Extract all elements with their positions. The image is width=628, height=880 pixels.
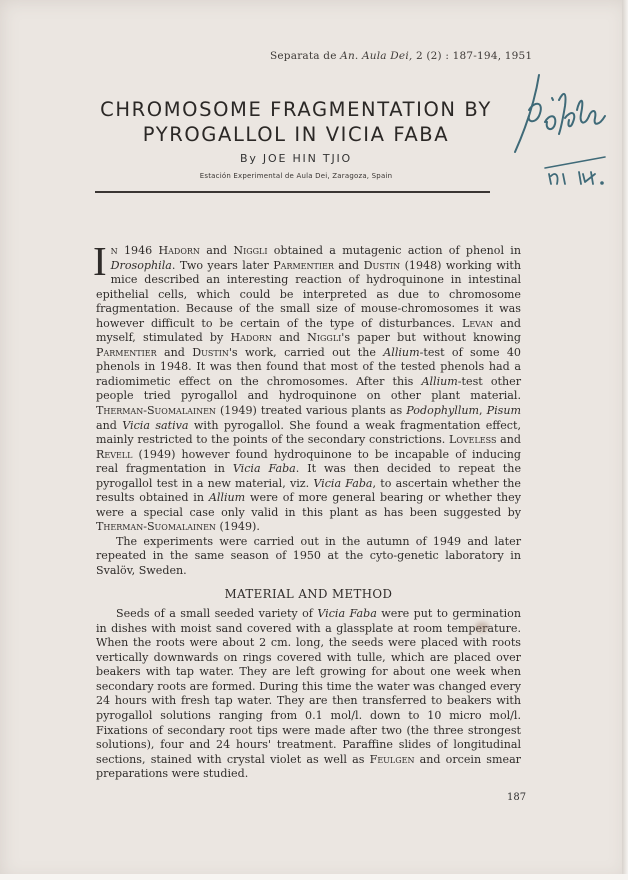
separata-prefix: Separata de (270, 50, 341, 62)
paper-stain (475, 622, 489, 632)
text-run: and (496, 433, 521, 447)
journal-name: An. Aula Dei, (340, 50, 413, 62)
italic-term: Drosophila (110, 258, 172, 272)
author-name-smallcaps: Parmentier (273, 258, 334, 272)
text-run: and (96, 418, 123, 432)
author-name-smallcaps: Therman-Suomalainen (96, 404, 216, 418)
title-line-2: PYROGALLOL IN VICIA FABA (142, 123, 450, 146)
paragraph-experiments (96, 535, 521, 579)
text-run: . Two years later (171, 258, 274, 272)
text-run: (1948) working with mice described an interesting reaction of hydroquinone in intestinal epithelial cells, which could be interpreted as due to chromosome fragmentation. Because of the small size of mouse-chromosomes it was however difficult to be certain of the type of disturbances. (96, 258, 521, 330)
paragraph-introduction (93, 238, 522, 535)
text-run: The experiments were carried out in the autumn of 1949 and later repeated in the same season of 1950 at the cyto-genetic laboratory in Svalöv, Sweden. (96, 534, 521, 578)
author-name-smallcaps: Dustin (363, 258, 401, 272)
text-run: and (333, 258, 364, 272)
author-name-smallcaps: Loveless (449, 433, 497, 447)
page-edge-bottom (0, 874, 628, 880)
text-run: -test of some 40 phenols in 1948. It was then found that most of the tested phenols had a radiomimetic effect on the chromosomes. After this (96, 345, 521, 388)
italic-term: Vicia Faba (313, 476, 373, 490)
text-run: and (199, 244, 234, 257)
italic-term: Vicia Faba (317, 607, 377, 621)
text-run: were of more general bearing or whether they were a special case only valid in this plant as has been suggested by (96, 491, 522, 519)
drop-cap: I (93, 238, 107, 284)
text-run: with pyrogallol. She found a weak fragmentation effect, mainly restricted to the points of the secondary constrictions. (96, 418, 521, 447)
text-run: and (156, 345, 193, 359)
text-run: (1949). (215, 520, 260, 534)
title-rule-divider (95, 191, 490, 193)
author-name-smallcaps: Feulgen (369, 752, 415, 766)
page-edge-shadow (622, 0, 628, 880)
author-name-smallcaps: Dustin (192, 345, 229, 359)
author-name-smallcaps: Niggli (233, 244, 268, 257)
author-name-smallcaps: Niggli (307, 331, 342, 345)
italic-term: Allium (208, 491, 246, 505)
author-byline: By JOE HIN TJIO (239, 152, 352, 165)
handwritten-signature (505, 70, 615, 185)
italic-term: Vicia sativa (122, 418, 189, 432)
text-run: (1949) treated various plants as (215, 404, 407, 418)
text-run: . It was then decided to repeat the pyrogallol test in a new material, viz. (96, 462, 522, 490)
text-run: 's work, carried out the (228, 345, 384, 359)
author-name-smallcaps: Revell (96, 447, 133, 461)
author-name-smallcaps: Hadorn (230, 331, 272, 345)
text-run: 's paper but without knowing (341, 331, 521, 345)
text-run: (1949) however found hydroquinone to be incapable of inducing real fragmentation in (96, 447, 521, 476)
author-name-smallcaps: n (110, 244, 118, 257)
italic-term: Vicia Faba (232, 462, 296, 476)
text-run: were put to germination in dishes with moist sand covered with a glassplate at room temperature. When the roots were about 2 cm. long, the seeds were placed with roots vertically downwards on rings covered with tulle, which are placed over beakers with tap water. They are left growing for about one week when secondary roots are formed. During this time the water was changed every 24 hours with fresh tap water. They are then transferred to beakers with pyrogallol solutions ranging from 0.1 mol/l. down to 10 micro mol/l. Fixations of secondary root tips were made after two (the three strongest solutions), four and 24 hours' treatment. Paraffine slides of longitudinal sections, stained with crystal violet as well as (96, 607, 521, 766)
text-run: and myself, stimulated by (96, 316, 521, 345)
title-line-1: CHROMOSOME FRAGMENTATION BY (100, 98, 492, 121)
paragraph-material-method (96, 607, 521, 782)
text-run: 1946 (117, 244, 159, 257)
text-run: -test other people tried pyrogallol and hydroquinone on other plant material. (96, 374, 521, 403)
text-run: and orcein smear preparations were studied. (96, 752, 521, 781)
page-number: 187 (507, 792, 527, 803)
italic-term: Allium (421, 374, 458, 388)
section-heading: MATERIAL AND METHOD (224, 586, 393, 601)
author-name-smallcaps: Levan (461, 316, 494, 330)
author-name-smallcaps: Therman-Suomalainen (96, 520, 216, 534)
text-run: obtained a mutagenic action of phenol in (267, 244, 522, 257)
italic-term: Pisum (486, 404, 521, 418)
text-run: Seeds of a small seeded variety of (116, 607, 318, 621)
article-title (60, 97, 532, 147)
author-name-smallcaps: Hadorn (158, 244, 200, 257)
author-name-smallcaps: Parmentier (96, 345, 157, 359)
offprint-citation (270, 50, 532, 62)
text-run: , (479, 404, 487, 418)
italic-term: Podophyllum (406, 404, 480, 418)
citation-details: 2 (2) : 187-194, 1951 (412, 50, 533, 62)
text-run: , to ascertain whether the results obtained in (96, 476, 521, 505)
article-body (93, 238, 522, 782)
author-affiliation: Estación Experimental de Aula Dei, Zaragoza, Spain (199, 172, 393, 180)
italic-term: Allium (383, 345, 420, 359)
text-run: and (271, 331, 308, 345)
